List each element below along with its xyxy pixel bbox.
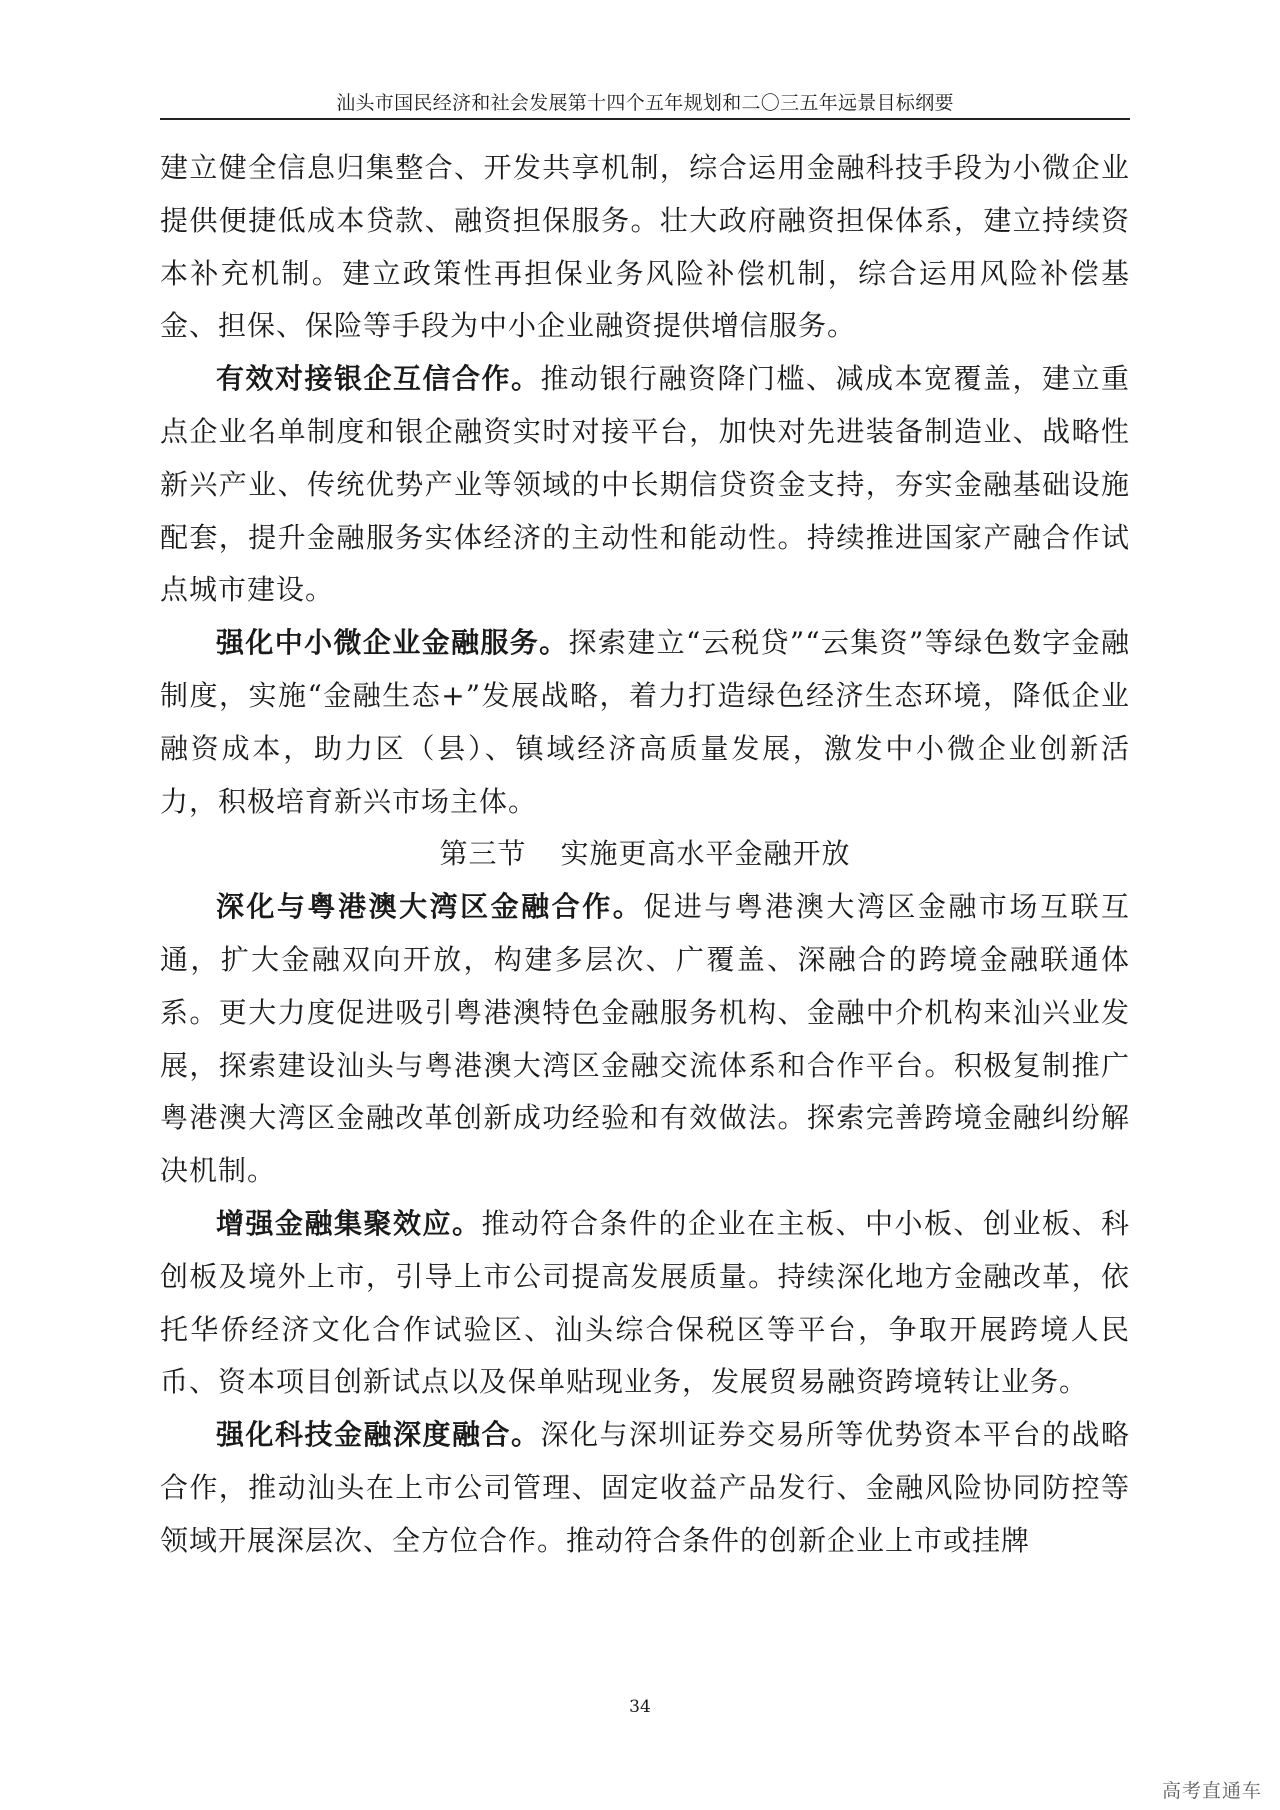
paragraph-text: 推动符合条件的企业在主板、中小板、创业板、科创板及境外上市，引导上市公司提高发展质量。持续深化地方金融改革，依托华侨经济文化合作试验区、汕头综合保税区等平台，争取开展跨境人民币、资本项目创新试点以及保单贴现业务，发展贸易融资跨境转让业务。 — [160, 1206, 1130, 1399]
paragraph-lead: 强化中小微企业金融服务。 — [216, 626, 569, 660]
header-rule — [160, 118, 1130, 120]
watermark-text: 高考直通车 — [1161, 1780, 1262, 1802]
paragraph-tech-finance — [160, 1409, 1130, 1567]
paragraph-lead: 增强金融集聚效应。 — [216, 1206, 482, 1240]
section-number: 第三节 — [439, 837, 527, 871]
paragraph-lead: 深化与粤港澳大湾区金融合作。 — [216, 890, 644, 924]
paragraph-text: 建立健全信息归集整合、开发共享机制，综合运用金融科技手段为小微企业提供便捷低成本贷款、融资担保服务。壮大政府融资担保体系，建立持续资本补充机制。建立政策性再担保业务风险补偿机制，综合运用风险补偿基金、担保、保险等手段为中小企业融资提供增信服务。 — [160, 151, 1130, 343]
paragraph-lead: 有效对接银企互信合作。 — [216, 362, 541, 396]
paragraph-text: 促进与粤港澳大湾区金融市场互联互通，扩大金融双向开放，构建多层次、广覆盖、深融合的跨境金融联通体系。更大力度促进吸引粤港澳特色金融服务机构、金融中介机构来汕兴业发展，探索建设汕头与粤港澳大湾区金融交流体系和合作平台。积极复制推广粤港澳大湾区金融改革创新成功经验和有效做法。探索完善跨境金融纠纷解决机制。 — [160, 890, 1130, 1188]
section-heading — [160, 828, 1130, 881]
document-body — [160, 142, 1130, 1568]
paragraph-bank-enterprise — [160, 353, 1130, 617]
paragraph-text: 推动银行融资降门槛、减成本宽覆盖，建立重点企业名单制度和银企融资实时对接平台，加快对先进装备制造业、战略性新兴产业、传统优势产业等领域的中长期信贷资金支持，夯实金融基础设施配套，提升金融服务实体经济的主动性和能动性。持续推进国家产融合作试点城市建设。 — [160, 362, 1130, 607]
section-title: 实施更高水平金融开放 — [560, 837, 851, 871]
paragraph-financial-agglomeration — [160, 1198, 1130, 1409]
paragraph-sme-finance — [160, 617, 1130, 828]
paragraph-greater-bay-area — [160, 881, 1130, 1198]
paragraph-text: 深化与深圳证券交易所等优势资本平台的战略合作，推动汕头在上市公司管理、固定收益产品发行、金融风险协同防控等领域开展深层次、全方位合作。推动符合条件的创新企业上市或挂牌 — [160, 1418, 1130, 1557]
paragraph-text: 探索建立“云税贷”“云集资”等绿色数字金融制度，实施“金融生态+”发展战略，着力打造绿色经济生态环境，降低企业融资成本，助力区（县）、镇域经济高质量发展，激发中小微企业创新活力，积极培育新兴市场主体。 — [160, 626, 1130, 818]
paragraph-lead: 强化科技金融深度融合。 — [216, 1418, 541, 1452]
paragraph-continued — [160, 142, 1130, 353]
document-header-title: 汕头市国民经济和社会发展第十四个五年规划和二〇三五年远景目标纲要 — [336, 92, 954, 114]
page-number: 34 — [629, 1697, 651, 1717]
